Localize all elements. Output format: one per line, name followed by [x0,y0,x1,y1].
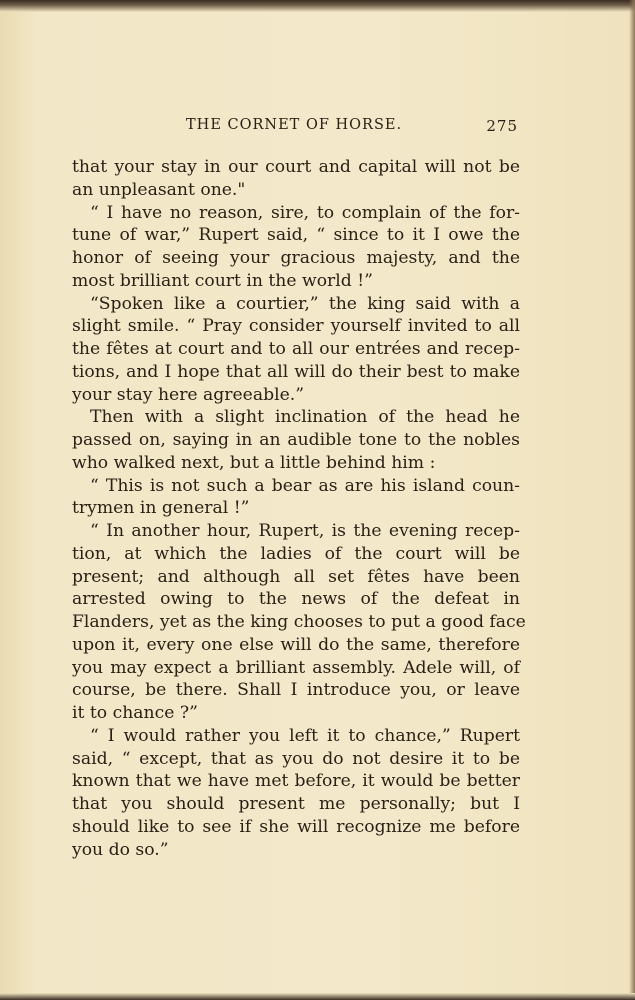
text-line: “ In another hour, Rupert, is the evening recep- [90,521,520,541]
text-line: “ I would rather you left it to chance,” Rupert [90,725,520,746]
text-line: “ I have no reason, sire, to complain of the for- [90,202,520,223]
page-top-edge [0,0,635,12]
text-line: honor of seeing your gracious majesty, and the [72,248,520,268]
text-line: you may expect a brilliant assembly. Adele will, of [72,657,520,678]
text-line: that you should present me personally; but I [72,794,520,814]
text-line: that your stay in our court and capital will not be [72,157,520,177]
text-line: “Spoken like a courtier,” the king said with a [90,293,520,314]
text-line: tions, and I hope that all will do their best to make [72,361,520,382]
text-line: said, “ except, that as you do not desire it to be [72,748,520,769]
text-line: known that we have met before, it would be better [72,771,520,792]
text-line: Flanders, yet as the king chooses to put a good face [72,612,526,632]
text-line: trymen in general !” [72,498,250,519]
text-line: your stay here agreeable.” [72,384,305,405]
text-line: who walked next, but a little behind him : [72,452,436,473]
text-line: an unpleasant one." [72,179,246,200]
text-line: the fêtes at court and to all our entrées and recep- [72,339,520,359]
text-line: passed on, saying in an audible tone to the nobles [72,430,520,450]
text-line: it to chance ?” [72,703,198,723]
text-line: present; and although all set fêtes have been [72,566,520,587]
text-line: tune of war,” Rupert said, “ since to it I owe the [72,225,520,246]
running-title: THE CORNET OF HORSE. [186,117,403,133]
text-line: should like to see if she will recognize me before [72,816,520,837]
text-line: Then with a slight inclination of the head he [90,407,520,428]
body-text [72,156,526,861]
text-line: arrested owing to the news of the defeat in [72,589,520,610]
text-line: you do so.” [72,839,169,860]
text-line: most brilliant court in the world !” [72,270,373,291]
running-header [72,117,520,137]
page-right-edge [629,0,635,1000]
text-line: tion, at which the ladies of the court will be [72,543,520,564]
text-line: course, be there. Shall I introduce you, or leave [72,680,520,701]
text-line: slight smile. “ Pray consider yourself invited to all [72,316,520,337]
page-number: 275 [486,117,518,135]
text-line: upon it, every one else will do the same, therefore [72,634,520,655]
text-line: “ This is not such a bear as are his island coun- [90,475,520,496]
page-bottom-edge [0,993,635,1000]
